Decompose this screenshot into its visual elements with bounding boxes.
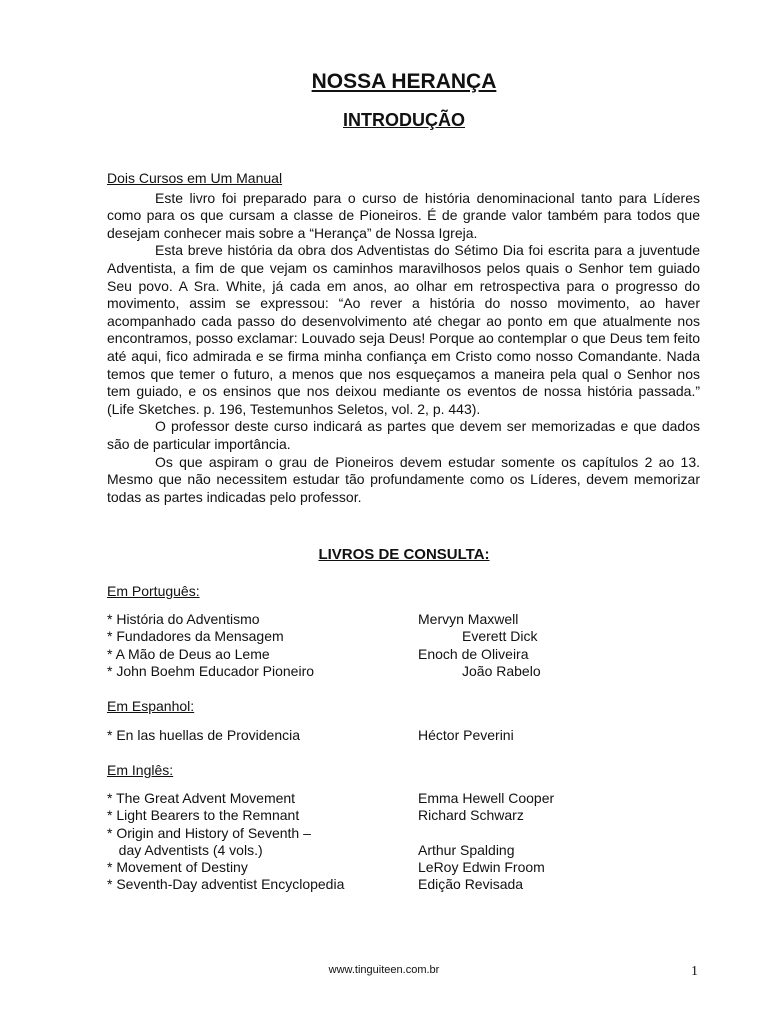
english-label: Em Inglês:	[107, 762, 174, 778]
english-list	[107, 790, 627, 894]
spanish-label: Em Espanhol:	[107, 698, 195, 714]
book-title: * História do Adventismo	[107, 611, 260, 627]
intro-heading: Dois Cursos em Um Manual	[107, 170, 283, 186]
book-author: Emma Hewell Cooper	[418, 790, 555, 806]
intro-paragraph: Os que aspiram o grau de Pioneiros devem estudar somente os capítulos 2 ao 13. Mesmo que não necessitem estudar tão profundamente como os Líderes, devem memorizar todas as partes indicadas pelo professor.	[107, 453, 700, 505]
book-title: * John Boehm Educador Pioneiro	[107, 662, 315, 679]
book-title: * Fundadores da Mensagem	[107, 628, 284, 645]
page-subtitle: INTRODUÇÃO	[343, 110, 465, 130]
list-item	[107, 842, 627, 859]
footer-url: www.tinguiteen.com.br	[328, 964, 440, 976]
book-title: * En las huellas de Providencia	[107, 727, 301, 743]
portuguese-label: Em Português:	[107, 583, 200, 599]
list-item	[107, 790, 627, 807]
book-author: Everett Dick	[462, 628, 538, 645]
list-item	[107, 825, 627, 842]
intro-section	[107, 170, 700, 506]
intro-paragraph: Esta breve história da obra dos Adventistas do Sétimo Dia foi escrita para a juventude Adventista, a fim de que vejam os caminhos maravilhosos pelos quais o Senhor tem guiado Seu povo. A Sra. White, já cada em anos, ao olhar em retrospectiva para o progresso do movimento, assim se expressou: “Ao rever a história do nosso movimento, ao haver acompanhado cada passo do desenvolvimento até chegar ao ponto em que atualmente nos encontramos, posso exclamar: Louvado seja Deus! Porque ao contemplar o que Deus tem feito até aqui, fico admirada e se firma minha confiança em Cristo como nosso Comandante. Nada temos que temer o futuro, a menos que nos esqueçamos a maneira pela qual o Senhor nos tem guiado, e os ensinos que nos deixou mediante os eventos de nossa história passada.” (Life Sketches. p. 196, Testemunhos Seletos, vol. 2, p. 443).	[107, 242, 700, 417]
list-item	[107, 807, 627, 824]
book-author: Héctor Peverini	[418, 727, 514, 743]
spanish-list	[107, 727, 627, 744]
list-item	[107, 859, 627, 876]
list-item	[107, 611, 627, 628]
book-title: day Adventists (4 vols.)	[107, 841, 263, 858]
book-title: * Origin and History of Seventh –	[107, 824, 311, 841]
book-title: * The Great Advent Movement	[107, 790, 296, 806]
book-title: * Seventh-Day adventist Encyclopedia	[107, 876, 345, 893]
list-item	[107, 628, 627, 645]
list-item	[107, 663, 627, 680]
book-author: Richard Schwarz	[418, 807, 524, 824]
book-title: * Movement of Destiny	[107, 859, 248, 876]
book-author: João Rabelo	[462, 662, 541, 679]
book-title: * Light Bearers to the Remnant	[107, 807, 300, 824]
page-title: NOSSA HERANÇA	[311, 70, 497, 93]
book-title: * A Mão de Deus ao Leme	[107, 645, 270, 662]
list-item	[107, 727, 627, 744]
list-item	[107, 876, 627, 893]
page-number: 1	[691, 964, 698, 979]
intro-paragraph: O professor deste curso indicará as partes que devem ser memorizadas e que dados são de particular importância.	[107, 418, 700, 452]
book-author: Enoch de Oliveira	[418, 645, 529, 662]
intro-paragraph: Este livro foi preparado para o curso de história denominacional tanto para Líderes como para os que cursam a classe de Pioneiros. É de grande valor também para todos que desejam conhecer mais sobre a “Herança” de Nossa Igreja.	[107, 189, 700, 241]
book-author: LeRoy Edwin Froom	[418, 859, 545, 876]
book-author: Edição Revisada	[418, 876, 524, 893]
book-author: Mervyn Maxwell	[418, 611, 519, 627]
portuguese-list	[107, 611, 627, 680]
references-heading: LIVROS DE CONSULTA:	[318, 546, 490, 563]
book-author: Arthur Spalding	[418, 841, 515, 858]
list-item	[107, 646, 627, 663]
